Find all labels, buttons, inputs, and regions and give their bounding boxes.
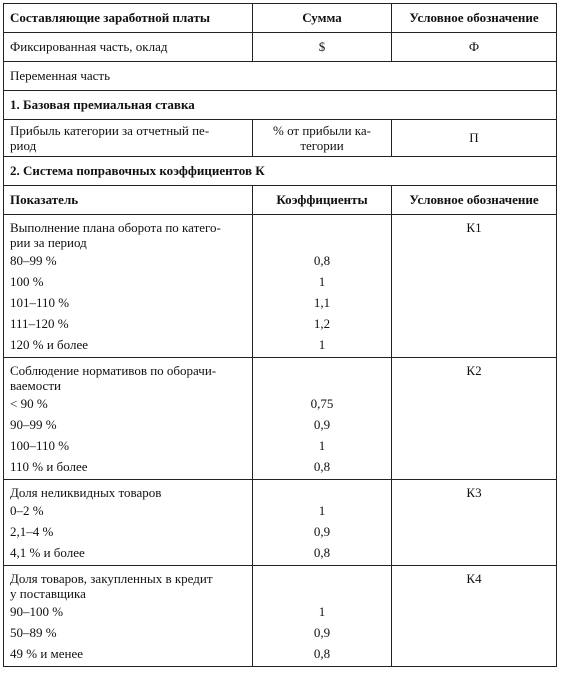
coef-block-title-line2: рии за период <box>10 235 87 250</box>
coef-value: 1,1 <box>313 295 331 310</box>
coef-block-indicators <box>4 566 253 667</box>
coef-value: 0,9 <box>313 625 331 640</box>
coef-range: 4,1 % и более <box>10 545 85 560</box>
base-rate-title-row <box>4 91 557 120</box>
coef-value: 0,75 <box>310 396 334 411</box>
coef-block-k4 <box>4 566 557 667</box>
coef-block-indicators <box>4 480 253 566</box>
coef-block-indicators <box>4 215 253 358</box>
coef-block-title-line1: Соблюдение нормативов по оборачи- <box>10 363 217 378</box>
coef-value: 0,9 <box>313 524 331 539</box>
coef-header-row <box>4 186 557 215</box>
fixed-part-symbol: Ф <box>392 33 557 62</box>
coef-header-indicator: Показатель <box>4 186 253 215</box>
coef-block-values <box>253 480 392 566</box>
coef-range: 110 % и более <box>10 459 88 474</box>
coef-system-title: 2. Система поправочных коэффициентов К <box>4 157 557 186</box>
coef-range: 101–110 % <box>10 295 70 310</box>
base-rate-amount-line1: % от прибыли ка- <box>272 123 371 138</box>
header-symbol: Условное обозначение <box>392 4 557 33</box>
coef-value: 1 <box>318 337 326 352</box>
coef-block-title-line1: Доля товаров, закупленных в кредит <box>10 571 213 586</box>
coef-range: 49 % и менее <box>10 646 84 661</box>
base-rate-label <box>4 120 253 157</box>
coef-value: 1,2 <box>313 316 331 331</box>
variable-part-label: Переменная часть <box>4 62 557 91</box>
coef-range: 50–89 % <box>10 625 57 640</box>
coef-block-values <box>253 358 392 480</box>
header-components: Составляющие заработной платы <box>4 4 253 33</box>
coef-range: 80–99 % <box>10 253 57 268</box>
coef-value: 0,8 <box>313 253 331 268</box>
coef-value: 1 <box>318 503 326 518</box>
coef-block-symbol: К2 <box>392 358 557 480</box>
base-rate-label-line2: риод <box>10 138 37 153</box>
coef-range: 100 % <box>10 274 44 289</box>
coef-range: 90–100 % <box>10 604 64 619</box>
base-rate-row <box>4 120 557 157</box>
header-amount: Сумма <box>253 4 392 33</box>
variable-part-row <box>4 62 557 91</box>
base-rate-label-line1: Прибыль категории за отчетный пе- <box>10 123 210 138</box>
coef-range: 2,1–4 % <box>10 524 54 539</box>
coef-block-k3 <box>4 480 557 566</box>
coef-block-title-line1: Доля неликвидных товаров <box>10 485 162 500</box>
coef-value: 0,8 <box>313 646 331 661</box>
coef-header-symbol: Условное обозначение <box>392 186 557 215</box>
coef-block-title-line1: Выполнение плана оборота по катего- <box>10 220 221 235</box>
coef-header-coefficients: Коэффициенты <box>253 186 392 215</box>
coef-range: 0–2 % <box>10 503 44 518</box>
base-rate-symbol: П <box>392 120 557 157</box>
coef-value: 0,8 <box>313 545 331 560</box>
coef-value: 1 <box>318 604 326 619</box>
base-rate-amount-line2: тегории <box>300 138 344 153</box>
coef-range: 100–110 % <box>10 438 70 453</box>
fixed-part-row <box>4 33 557 62</box>
coef-value: 0,9 <box>313 417 331 432</box>
coef-block-symbol: К3 <box>392 480 557 566</box>
coef-block-values <box>253 566 392 667</box>
coef-block-symbol: К4 <box>392 566 557 667</box>
coef-block-k2 <box>4 358 557 480</box>
base-rate-amount <box>253 120 392 157</box>
coef-range: 120 % и более <box>10 337 89 352</box>
salary-components-table <box>3 3 557 667</box>
coef-block-symbol: К1 <box>392 215 557 358</box>
coef-range: < 90 % <box>10 396 48 411</box>
coef-range: 90–99 % <box>10 417 57 432</box>
fixed-part-amount: $ <box>253 33 392 62</box>
coef-value: 0,8 <box>313 459 331 474</box>
table-header-row <box>4 4 557 33</box>
coef-block-indicators <box>4 358 253 480</box>
coef-block-k1 <box>4 215 557 358</box>
coef-block-title-line2: ваемости <box>10 378 61 393</box>
base-rate-title: 1. Базовая премиальная ставка <box>4 91 557 120</box>
coef-block-values <box>253 215 392 358</box>
coef-value: 1 <box>318 274 326 289</box>
coef-range: 111–120 % <box>10 316 69 331</box>
coef-system-title-row <box>4 157 557 186</box>
fixed-part-label: Фиксированная часть, оклад <box>4 33 253 62</box>
coef-block-title-line2: у поставщика <box>10 586 86 601</box>
coef-value: 1 <box>318 438 326 453</box>
